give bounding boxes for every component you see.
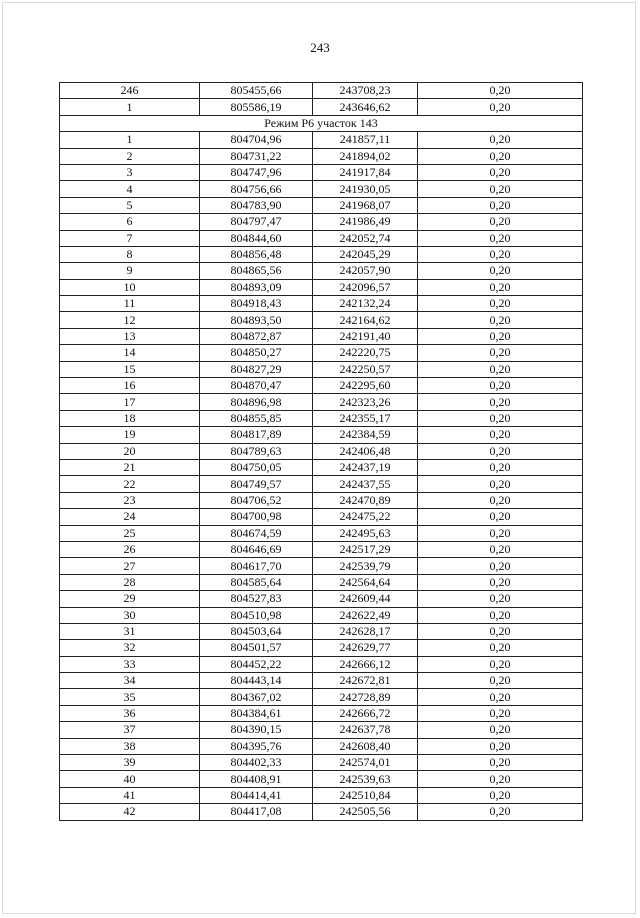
x-coordinate-cell: 804452,22 — [200, 656, 313, 672]
table-row — [60, 443, 583, 459]
point-number-cell: 9 — [60, 263, 200, 279]
x-coordinate-cell: 804872,87 — [200, 328, 313, 344]
point-number-cell: 28 — [60, 574, 200, 590]
x-coordinate-cell: 804749,57 — [200, 476, 313, 492]
point-number-cell: 31 — [60, 623, 200, 639]
x-coordinate-cell: 804750,05 — [200, 459, 313, 475]
x-coordinate-cell: 805455,66 — [200, 83, 313, 99]
point-number-cell: 14 — [60, 345, 200, 361]
value-cell: 0,20 — [418, 640, 583, 656]
table-row — [60, 738, 583, 754]
point-number-cell: 2 — [60, 148, 200, 164]
table-row — [60, 99, 583, 115]
table-row — [60, 607, 583, 623]
table-row — [60, 296, 583, 312]
x-coordinate-cell: 804417,08 — [200, 804, 313, 820]
x-coordinate-cell: 804893,50 — [200, 312, 313, 328]
x-coordinate-cell: 804747,96 — [200, 164, 313, 180]
y-coordinate-cell: 242637,78 — [313, 722, 418, 738]
table-row — [60, 410, 583, 426]
value-cell: 0,20 — [418, 574, 583, 590]
point-number-cell: 7 — [60, 230, 200, 246]
table-row — [60, 656, 583, 672]
y-coordinate-cell: 241917,84 — [313, 164, 418, 180]
value-cell: 0,20 — [418, 410, 583, 426]
point-number-cell: 39 — [60, 755, 200, 771]
value-cell: 0,20 — [418, 738, 583, 754]
value-cell: 0,20 — [418, 230, 583, 246]
y-coordinate-cell: 242164,62 — [313, 312, 418, 328]
y-coordinate-cell: 242628,17 — [313, 623, 418, 639]
value-cell: 0,20 — [418, 689, 583, 705]
y-coordinate-cell: 242495,63 — [313, 525, 418, 541]
value-cell: 0,20 — [418, 492, 583, 508]
point-number-cell: 17 — [60, 394, 200, 410]
value-cell: 0,20 — [418, 509, 583, 525]
value-cell: 0,20 — [418, 197, 583, 213]
point-number-cell: 36 — [60, 705, 200, 721]
point-number-cell: 21 — [60, 459, 200, 475]
x-coordinate-cell: 804783,90 — [200, 197, 313, 213]
y-coordinate-cell: 243646,62 — [313, 99, 418, 115]
x-coordinate-cell: 804414,41 — [200, 787, 313, 803]
x-coordinate-cell: 804870,47 — [200, 378, 313, 394]
point-number-cell: 22 — [60, 476, 200, 492]
y-coordinate-cell: 242437,55 — [313, 476, 418, 492]
y-coordinate-cell: 242629,77 — [313, 640, 418, 656]
value-cell: 0,20 — [418, 279, 583, 295]
value-cell: 0,20 — [418, 83, 583, 99]
y-coordinate-cell: 242564,64 — [313, 574, 418, 590]
table-row — [60, 148, 583, 164]
value-cell: 0,20 — [418, 164, 583, 180]
value-cell: 0,20 — [418, 623, 583, 639]
point-number-cell: 29 — [60, 591, 200, 607]
x-coordinate-cell: 804704,96 — [200, 132, 313, 148]
y-coordinate-cell: 242666,12 — [313, 656, 418, 672]
y-coordinate-cell: 242470,89 — [313, 492, 418, 508]
x-coordinate-cell: 804893,09 — [200, 279, 313, 295]
y-coordinate-cell: 242132,24 — [313, 296, 418, 312]
value-cell: 0,20 — [418, 787, 583, 803]
value-cell: 0,20 — [418, 804, 583, 820]
table-row — [60, 394, 583, 410]
table-row — [60, 312, 583, 328]
x-coordinate-cell: 804850,27 — [200, 345, 313, 361]
point-number-cell: 24 — [60, 509, 200, 525]
value-cell: 0,20 — [418, 296, 583, 312]
x-coordinate-cell: 804896,98 — [200, 394, 313, 410]
x-coordinate-cell: 804395,76 — [200, 738, 313, 754]
x-coordinate-cell: 804443,14 — [200, 673, 313, 689]
x-coordinate-cell: 804674,59 — [200, 525, 313, 541]
value-cell: 0,20 — [418, 591, 583, 607]
point-number-cell: 42 — [60, 804, 200, 820]
table-row — [60, 378, 583, 394]
table-row — [60, 459, 583, 475]
table-row — [60, 787, 583, 803]
x-coordinate-cell: 804585,64 — [200, 574, 313, 590]
table-row — [60, 132, 583, 148]
point-number-cell: 246 — [60, 83, 200, 99]
x-coordinate-cell: 804856,48 — [200, 246, 313, 262]
y-coordinate-cell: 242539,63 — [313, 771, 418, 787]
value-cell: 0,20 — [418, 705, 583, 721]
table-row — [60, 263, 583, 279]
y-coordinate-cell: 242622,49 — [313, 607, 418, 623]
y-coordinate-cell: 242609,44 — [313, 591, 418, 607]
table-row — [60, 591, 583, 607]
x-coordinate-cell: 804617,70 — [200, 558, 313, 574]
x-coordinate-cell: 804855,85 — [200, 410, 313, 426]
table-row — [60, 689, 583, 705]
y-coordinate-cell: 242574,01 — [313, 755, 418, 771]
point-number-cell: 16 — [60, 378, 200, 394]
value-cell: 0,20 — [418, 427, 583, 443]
point-number-cell: 10 — [60, 279, 200, 295]
table-row — [60, 804, 583, 820]
x-coordinate-cell: 804797,47 — [200, 214, 313, 230]
x-coordinate-cell: 804844,60 — [200, 230, 313, 246]
value-cell: 0,20 — [418, 722, 583, 738]
point-number-cell: 12 — [60, 312, 200, 328]
x-coordinate-cell: 804646,69 — [200, 541, 313, 557]
y-coordinate-cell: 242057,90 — [313, 263, 418, 279]
table-row — [60, 476, 583, 492]
table-row — [60, 181, 583, 197]
table-row — [60, 558, 583, 574]
point-number-cell: 11 — [60, 296, 200, 312]
table-row — [60, 525, 583, 541]
value-cell: 0,20 — [418, 476, 583, 492]
x-coordinate-cell: 805586,19 — [200, 99, 313, 115]
value-cell: 0,20 — [418, 312, 583, 328]
value-cell: 0,20 — [418, 246, 583, 262]
point-number-cell: 15 — [60, 361, 200, 377]
y-coordinate-cell: 242672,81 — [313, 673, 418, 689]
value-cell: 0,20 — [418, 656, 583, 672]
table-row — [60, 722, 583, 738]
value-cell: 0,20 — [418, 607, 583, 623]
y-coordinate-cell: 242539,79 — [313, 558, 418, 574]
table-row — [60, 492, 583, 508]
x-coordinate-cell: 804756,66 — [200, 181, 313, 197]
section-title: Режим Р6 участок 143 — [60, 115, 583, 131]
table-row — [60, 509, 583, 525]
x-coordinate-cell: 804918,43 — [200, 296, 313, 312]
table-row — [60, 640, 583, 656]
table-row — [60, 771, 583, 787]
x-coordinate-cell: 804527,83 — [200, 591, 313, 607]
table-row — [60, 623, 583, 639]
y-coordinate-cell: 241894,02 — [313, 148, 418, 164]
y-coordinate-cell: 242666,72 — [313, 705, 418, 721]
point-number-cell: 6 — [60, 214, 200, 230]
point-number-cell: 4 — [60, 181, 200, 197]
value-cell: 0,20 — [418, 394, 583, 410]
y-coordinate-cell: 242220,75 — [313, 345, 418, 361]
table-row — [60, 345, 583, 361]
table-row — [60, 755, 583, 771]
point-number-cell: 1 — [60, 99, 200, 115]
x-coordinate-cell: 804402,33 — [200, 755, 313, 771]
value-cell: 0,20 — [418, 541, 583, 557]
value-cell: 0,20 — [418, 148, 583, 164]
table-row — [60, 164, 583, 180]
y-coordinate-cell: 241968,07 — [313, 197, 418, 213]
value-cell: 0,20 — [418, 328, 583, 344]
page-number: 243 — [310, 40, 330, 55]
x-coordinate-cell: 804408,91 — [200, 771, 313, 787]
y-coordinate-cell: 242475,22 — [313, 509, 418, 525]
y-coordinate-cell: 242608,40 — [313, 738, 418, 754]
point-number-cell: 20 — [60, 443, 200, 459]
y-coordinate-cell: 243708,23 — [313, 83, 418, 99]
point-number-cell: 30 — [60, 607, 200, 623]
point-number-cell: 32 — [60, 640, 200, 656]
x-coordinate-cell: 804367,02 — [200, 689, 313, 705]
table-row — [60, 328, 583, 344]
point-number-cell: 41 — [60, 787, 200, 803]
x-coordinate-cell: 804510,98 — [200, 607, 313, 623]
value-cell: 0,20 — [418, 263, 583, 279]
value-cell: 0,20 — [418, 361, 583, 377]
table-row — [60, 279, 583, 295]
y-coordinate-cell: 242323,26 — [313, 394, 418, 410]
table-row — [60, 361, 583, 377]
x-coordinate-cell: 804384,61 — [200, 705, 313, 721]
value-cell: 0,20 — [418, 378, 583, 394]
y-coordinate-cell: 242295,60 — [313, 378, 418, 394]
value-cell: 0,20 — [418, 459, 583, 475]
y-coordinate-cell: 241857,11 — [313, 132, 418, 148]
value-cell: 0,20 — [418, 181, 583, 197]
value-cell: 0,20 — [418, 132, 583, 148]
x-coordinate-cell: 804706,52 — [200, 492, 313, 508]
y-coordinate-cell: 242052,74 — [313, 230, 418, 246]
point-number-cell: 26 — [60, 541, 200, 557]
value-cell: 0,20 — [418, 99, 583, 115]
y-coordinate-cell: 242437,19 — [313, 459, 418, 475]
point-number-cell: 35 — [60, 689, 200, 705]
point-number-cell: 18 — [60, 410, 200, 426]
value-cell: 0,20 — [418, 558, 583, 574]
x-coordinate-cell: 804817,89 — [200, 427, 313, 443]
point-number-cell: 3 — [60, 164, 200, 180]
coordinates-table — [59, 82, 583, 821]
y-coordinate-cell: 242517,29 — [313, 541, 418, 557]
point-number-cell: 38 — [60, 738, 200, 754]
value-cell: 0,20 — [418, 673, 583, 689]
coordinates-table-body — [60, 83, 583, 821]
x-coordinate-cell: 804827,29 — [200, 361, 313, 377]
table-row — [60, 83, 583, 99]
table-row — [60, 427, 583, 443]
table-row — [60, 197, 583, 213]
table-row — [60, 574, 583, 590]
y-coordinate-cell: 242510,84 — [313, 787, 418, 803]
y-coordinate-cell: 241986,49 — [313, 214, 418, 230]
x-coordinate-cell: 804731,22 — [200, 148, 313, 164]
y-coordinate-cell: 242355,17 — [313, 410, 418, 426]
y-coordinate-cell: 242406,48 — [313, 443, 418, 459]
table-row — [60, 246, 583, 262]
y-coordinate-cell: 241930,05 — [313, 181, 418, 197]
x-coordinate-cell: 804503,64 — [200, 623, 313, 639]
y-coordinate-cell: 242250,57 — [313, 361, 418, 377]
table-row — [60, 230, 583, 246]
point-number-cell: 33 — [60, 656, 200, 672]
point-number-cell: 37 — [60, 722, 200, 738]
table-row — [60, 673, 583, 689]
point-number-cell: 8 — [60, 246, 200, 262]
y-coordinate-cell: 242096,57 — [313, 279, 418, 295]
x-coordinate-cell: 804865,56 — [200, 263, 313, 279]
y-coordinate-cell: 242505,56 — [313, 804, 418, 820]
point-number-cell: 27 — [60, 558, 200, 574]
x-coordinate-cell: 804700,98 — [200, 509, 313, 525]
y-coordinate-cell: 242191,40 — [313, 328, 418, 344]
table-row — [60, 705, 583, 721]
table-row — [60, 214, 583, 230]
value-cell: 0,20 — [418, 755, 583, 771]
x-coordinate-cell: 804390,15 — [200, 722, 313, 738]
point-number-cell: 40 — [60, 771, 200, 787]
point-number-cell: 23 — [60, 492, 200, 508]
y-coordinate-cell: 242728,89 — [313, 689, 418, 705]
value-cell: 0,20 — [418, 771, 583, 787]
y-coordinate-cell: 242384,59 — [313, 427, 418, 443]
value-cell: 0,20 — [418, 525, 583, 541]
value-cell: 0,20 — [418, 214, 583, 230]
y-coordinate-cell: 242045,29 — [313, 246, 418, 262]
x-coordinate-cell: 804789,63 — [200, 443, 313, 459]
point-number-cell: 25 — [60, 525, 200, 541]
point-number-cell: 13 — [60, 328, 200, 344]
table-row — [60, 541, 583, 557]
point-number-cell: 1 — [60, 132, 200, 148]
value-cell: 0,20 — [418, 345, 583, 361]
point-number-cell: 34 — [60, 673, 200, 689]
x-coordinate-cell: 804501,57 — [200, 640, 313, 656]
point-number-cell: 19 — [60, 427, 200, 443]
point-number-cell: 5 — [60, 197, 200, 213]
section-header-row — [60, 115, 583, 131]
value-cell: 0,20 — [418, 443, 583, 459]
